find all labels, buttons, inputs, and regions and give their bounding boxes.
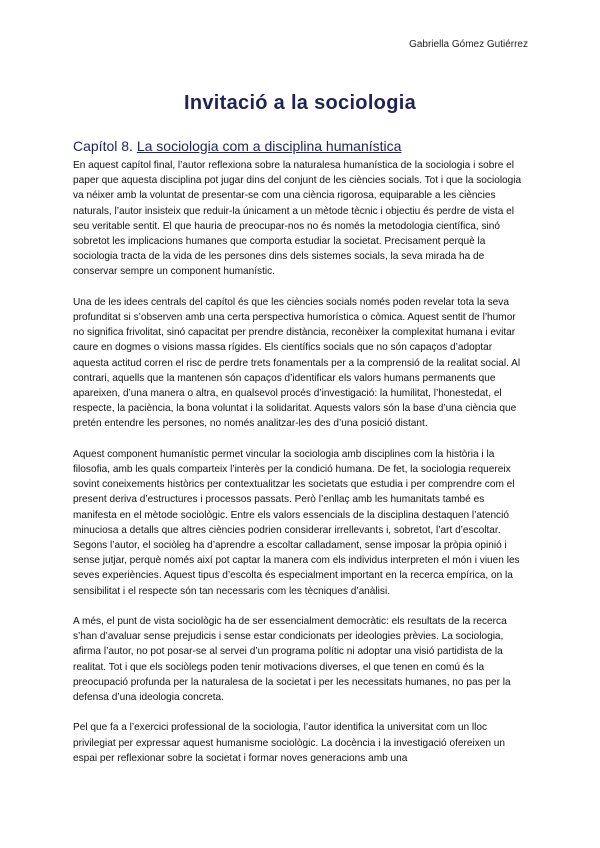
paragraph: En aquest capítol final, l’autor reflexiona sobre la naturalesa humanística de la sociologia i sobre el paper que aquesta disciplina pot jugar dins del conjunt de les ciències socials. Tot i que la sociologia va néixer amb la voluntat de presentar-se com una ciència rigorosa, equiparable a les ciències naturals, l’autor insisteix que reduir-la únicament a un mètode tècnic i objectiu és perdre de vista el seu veritable sentit. El que hauria de preocupar-nos no és només la metodologia científica, sinó sobretot les implicacions humanes que comporta estudiar la societat. Precisament perquè la sociologia tracta de la vida de les persones dins dels sistemes socials, la seva mirada ha de conservar sempre un component humanístic. — [73, 160, 522, 278]
chapter-heading — [73, 138, 533, 154]
chapter-title: La sociologia com a disciplina humanística — [136, 138, 402, 154]
chapter-label: Capítol 8. — [73, 138, 133, 154]
paragraph: A més, el punt de vista sociològic ha de ser essencialment democràtic: els resultats de la recerca s’han d’avaluar sense prejudicis i sense estar condicionats per ideologies prèvies. La sociologia, afirma l’autor, no pot posar-se al servei d’un programa polític ni adoptar una visió partidista de la realitat. Tot i que els sociòlegs poden tenir motivacions diverses, el que tenen en comú és la preocupació profunda per la naturalesa de la societat i per les necessitats humanes, no pas per la defensa d’una ideologia concreta. — [73, 616, 511, 704]
paragraph: Aquest component humanístic permet vincular la sociologia amb disciplines com la història i la filosofia, amb les quals comparteix l’interès per la condició humana. De fet, la sociologia requereix sovint coneixements històrics per contextualitzar les societats que estudia i per comprendre com el present deriva d’estructures i processos passats. Però l’enllaç amb les humanitats també es manifesta en el mètode sociològic. Entre els valors essencials de la disciplina destaquen l’atenció minuciosa a detalls que altres ciències podrien considerar irrellevants i, sobretot, l’art d’escoltar. Segons l’autor, el sociòleg ha d’aprendre a escoltar calladament, sense imposar la pròpia opinió i sense jutjar, perquè només així pot captar la manera com els individus interpreten el món i viuen les seves experiències. Aquest tipus d’escolta és especialment important en la recerca empírica, on la sensibilitat i el respecte són tan necessaris com les tècniques d’anàlisi. — [73, 448, 520, 597]
paragraph: Una de les idees centrals del capítol és que les ciències socials només poden revelar tota la seva profunditat si s’observen amb una certa perspectiva humorística o còmica. Aquest sentit de l’humor no significa frivolitat, sinó capacitat per prendre distància, reconèixer la complexitat humana i evitar caure en dogmes o visions massa rígides. Els científics socials que no són capaços d’adoptar aquesta actitud corren el risc de perdre trets fonamentals per a la comprensió de la realitat social. Al contrari, aquells que la mantenen són capaços d’identificar els valors humans permanents que apareixen, d’una manera o altra, en qualsevol procés d’investigació: la humilitat, l’honestedat, el respecte, la paciència, la bona voluntat i la solidaritat. Aquests valors són la base d’una ciència que pretén entendre les persones, no només analitzar-les des d’una posició distant. — [73, 296, 521, 430]
body-text — [73, 158, 528, 781]
paragraph: Pel que fa a l’exercici professional de la sociologia, l’autor identifica la universitat com un lloc privilegiat per expressar aquest humanisme sociològic. La docència i la investigació ofereixen un espai per reflexionar sobre la societat i formar noves generacions amb una — [73, 722, 506, 764]
header-author: Gabriella Gómez Gutiérrez — [409, 39, 528, 50]
document-title: Invitació a la sociologia — [183, 92, 416, 114]
